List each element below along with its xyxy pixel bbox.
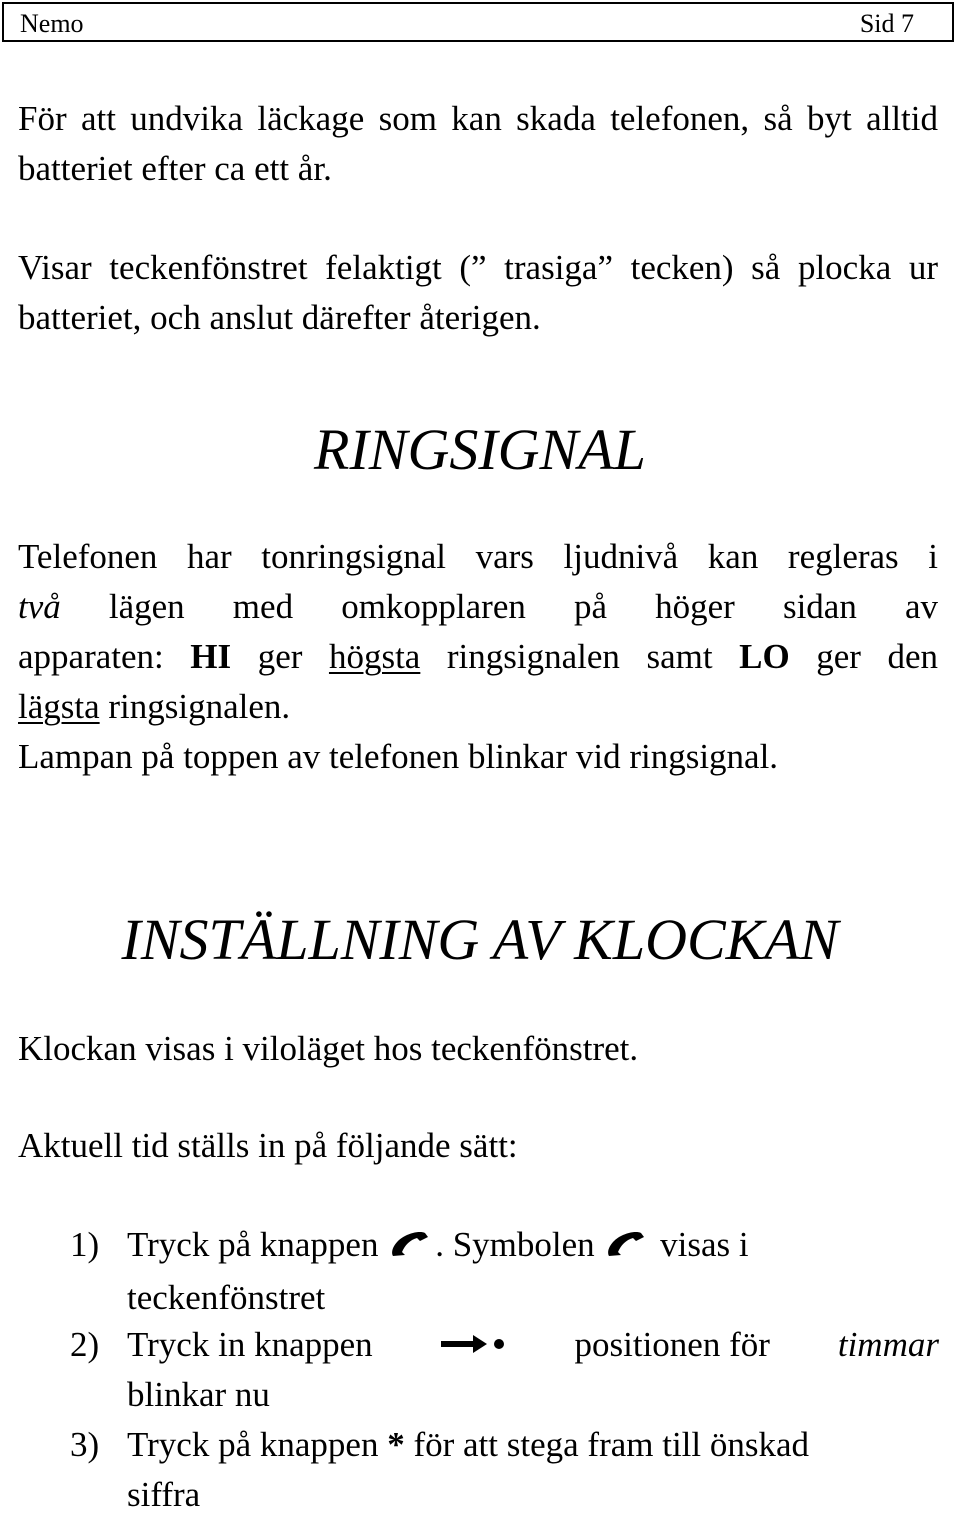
ring-two-em: två [18, 587, 61, 626]
step-2-text-b: positionen för [574, 1325, 770, 1364]
step-1-text-a: Tryck på knappen [127, 1225, 379, 1264]
ring-text-e: ringsignalen. [108, 687, 291, 726]
ring-text-c: ringsignalen samt [446, 637, 713, 676]
step-number: 3) [70, 1425, 100, 1464]
clock-paragraph-2: Aktuell tid ställs in på följande sätt: [18, 1126, 518, 1165]
step-2-line-1 [127, 1320, 939, 1370]
ring-text-d: ger den [816, 637, 939, 676]
step-2-line-2: blinkar nu [127, 1375, 270, 1414]
page-number: Sid 7 [859, 9, 914, 38]
hi-label: HI [190, 637, 232, 676]
page-header [2, 2, 954, 42]
ring-line-5: Lampan på toppen av telefonen blinkar vid ringsignal. [18, 737, 779, 776]
step-text [127, 1320, 939, 1420]
highest-underlined: högsta [328, 637, 421, 676]
clock-paragraph-1: Klockan visas i viloläget hos teckenfönstret. [18, 1029, 639, 1068]
phone-handset-icon [387, 1223, 435, 1273]
step-1-line-2: teckenfönstret [127, 1277, 326, 1317]
step-3-text-a: Tryck på knappen [127, 1425, 379, 1464]
ring-text-a: apparaten: [18, 637, 164, 676]
step-1-line-1 [127, 1220, 939, 1273]
step-number: 2) [70, 1325, 100, 1364]
step-3-text-b: för att stega fram till önskad [413, 1425, 810, 1464]
ring-line-2-text: lägen med omkopplaren på höger sidan av [108, 587, 938, 626]
step-number: 1) [70, 1225, 100, 1264]
step-1-text-b: . Symbolen [435, 1225, 595, 1264]
ring-text-b: ger [257, 637, 303, 676]
hours-em: timmar [837, 1325, 939, 1364]
step-text [127, 1220, 939, 1323]
step-1-text-c: visas i [660, 1225, 749, 1264]
ring-line-2 [18, 582, 938, 632]
step-2-text-a: Tryck in knappen [127, 1325, 373, 1364]
step-list [70, 1220, 940, 1520]
ringsignal-paragraph [18, 532, 938, 782]
heading-clock-setting: INSTÄLLNING AV KLOCKAN [121, 907, 839, 972]
lowest-underlined: lägsta [18, 687, 100, 726]
ring-line-4 [18, 682, 938, 732]
phone-handset-icon [603, 1223, 651, 1273]
arrow-dot-icon [441, 1320, 507, 1370]
list-item [70, 1320, 940, 1420]
step-text [127, 1420, 939, 1520]
display-paragraph: Visar teckenfönstret felaktigt (” trasiga” tecken) så plocka ur batteriet, och anslut därefter återigen. [18, 248, 938, 337]
heading-ringsignal: RINGSIGNAL [314, 417, 646, 482]
list-item [70, 1420, 940, 1520]
list-item [70, 1220, 940, 1320]
step-3-line-2: siffra [127, 1475, 201, 1514]
ring-line-3 [18, 632, 938, 682]
battery-paragraph: För att undvika läckage som kan skada telefonen, så byt alltid batteriet efter ca ett år. [18, 99, 938, 188]
star-key: * [387, 1425, 405, 1464]
ring-line-1: Telefonen har tonringsignal vars ljudnivå kan regleras i [18, 537, 938, 576]
header-title: Nemo [20, 9, 84, 38]
lo-label: LO [739, 637, 790, 676]
step-3-line-1 [127, 1420, 939, 1470]
